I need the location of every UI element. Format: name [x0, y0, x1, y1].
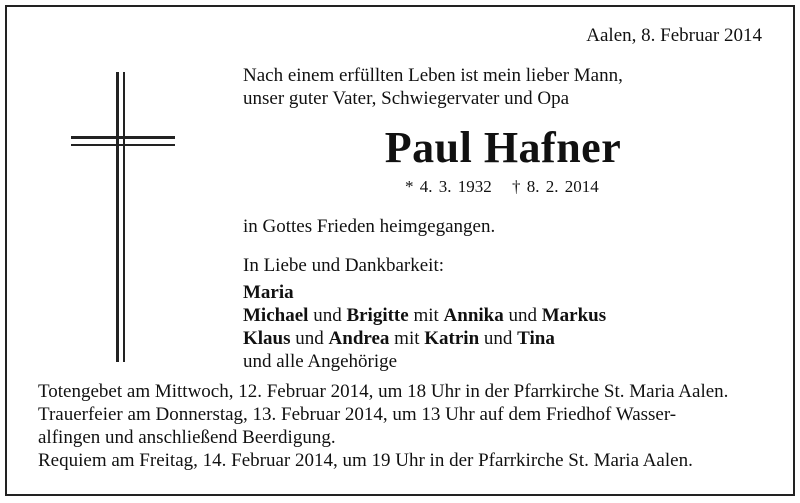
gratitude-text: In Liebe und Dankbarkeit: — [243, 255, 445, 276]
connector: und — [308, 305, 347, 326]
family-name: Klaus — [243, 328, 291, 349]
peace-text: in Gottes Frieden heimgegangen. — [243, 216, 496, 237]
family-name: Maria — [243, 282, 294, 303]
family-name: Markus — [541, 305, 607, 326]
connector: mit — [408, 305, 444, 326]
connector: und — [290, 328, 329, 349]
family-name: Brigitte — [346, 305, 409, 326]
service-line: Trauerfeier am Donnerstag, 13. Februar 2014, um 13 Uhr auf dem Friedhof Wasser- — [38, 404, 677, 425]
family-name: Michael — [243, 305, 309, 326]
service-info — [38, 380, 728, 472]
family-list — [243, 281, 606, 373]
service-line: Totengebet am Mittwoch, 12. Februar 2014, um 18 Uhr in der Pfarrkirche St. Maria Aalen. — [38, 381, 729, 402]
connector: und — [479, 328, 518, 349]
family-line: und alle Angehörige — [243, 351, 398, 372]
family-name: Andrea — [328, 328, 390, 349]
life-dates — [405, 177, 613, 197]
family-name: Tina — [517, 328, 555, 349]
family-name: Annika — [443, 305, 504, 326]
death-date: † 8. 2. 2014 — [512, 177, 599, 196]
family-line — [243, 281, 606, 304]
intro-text — [243, 64, 623, 110]
intro-line: unser guter Vater, Schwiegervater und Opa — [243, 88, 569, 109]
connector: mit — [389, 328, 425, 349]
cross-vertical-bar — [116, 72, 119, 362]
place-date: Aalen, 8. Februar 2014 — [586, 25, 762, 46]
family-line — [243, 327, 606, 350]
family-name: Katrin — [424, 328, 480, 349]
deceased-name: Paul Hafner — [384, 123, 622, 172]
intro-line: Nach einem erfüllten Leben ist mein lieber Mann, — [243, 65, 623, 86]
service-line: Requiem am Freitag, 14. Februar 2014, um 19 Uhr in der Pfarrkirche St. Maria Aalen. — [38, 450, 693, 471]
birth-date: * 4. 3. 1932 — [405, 177, 492, 196]
connector: und — [503, 305, 542, 326]
family-line — [243, 304, 606, 327]
service-line: alfingen und anschließend Beerdigung. — [38, 427, 336, 448]
cross-vertical-bar-inner — [123, 72, 125, 362]
